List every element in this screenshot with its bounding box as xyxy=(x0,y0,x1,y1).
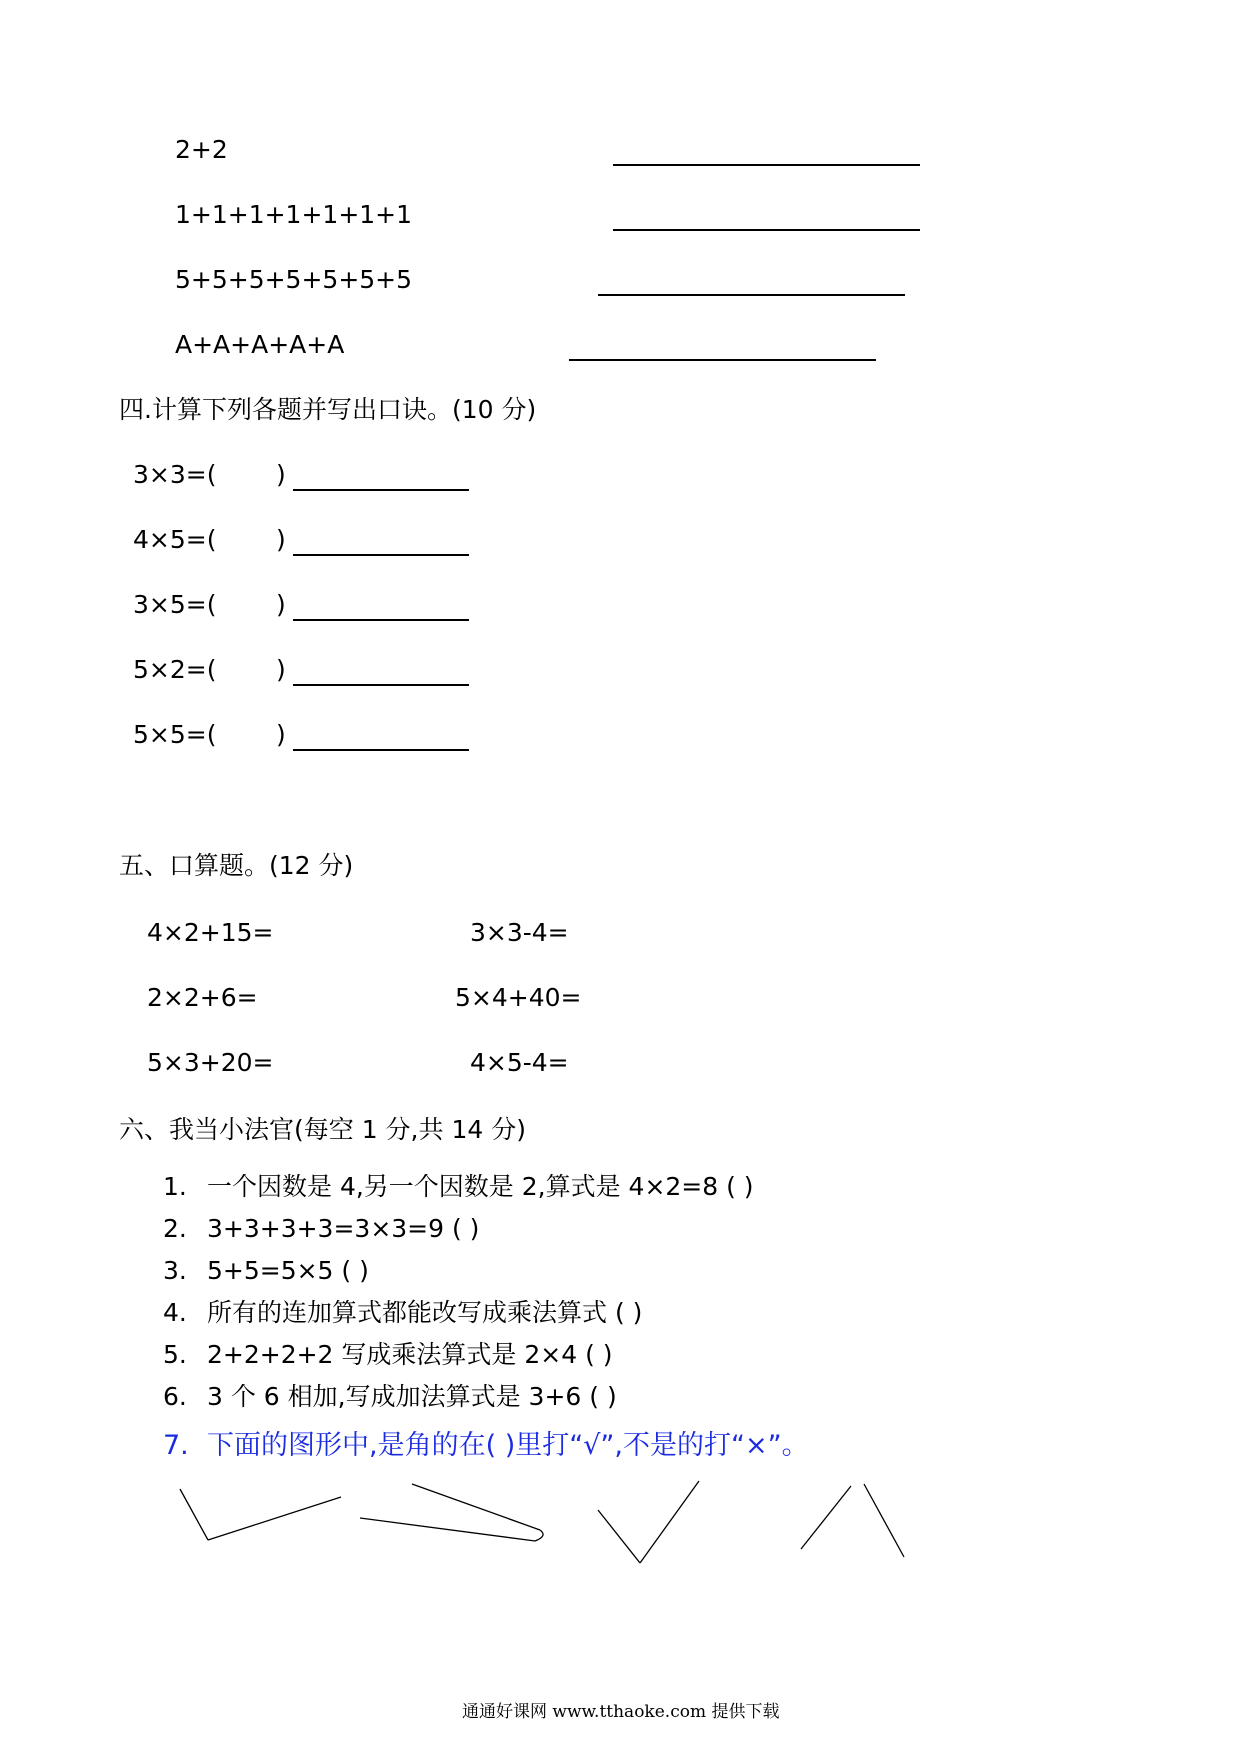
s6-num-3: 3. xyxy=(163,1256,187,1285)
angle-figure-1 xyxy=(180,1489,341,1540)
s6-num-2: 2. xyxy=(163,1214,187,1243)
s5-right-3: 4×5-4= xyxy=(470,1048,569,1077)
s6-text-1: 一个因数是 4,另一个因数是 2,算式是 4×2=8 ( ) xyxy=(207,1172,754,1201)
s4-close-3: ) xyxy=(276,590,286,619)
s4-eq-4: 5×2=( xyxy=(133,655,217,684)
s5-right-1: 3×3-4= xyxy=(470,918,569,947)
s4-close-2: ) xyxy=(276,525,286,554)
s6-num-7: 7. xyxy=(163,1430,189,1461)
angle-figure-2 xyxy=(360,1484,543,1541)
s6-text-7: 下面的图形中,是角的在( )里打“√”,不是的打“×”。 xyxy=(207,1430,809,1461)
angle-figure-3 xyxy=(598,1481,699,1563)
section4-heading: 四.计算下列各题并写出口诀。(10 分) xyxy=(119,395,537,424)
footer-source: 通通好课网 www.tthaoke.com 提供下载 xyxy=(462,1702,780,1722)
s6-num-5: 5. xyxy=(163,1340,187,1369)
s4-close-5: ) xyxy=(276,720,286,749)
angle-figure-4 xyxy=(801,1484,904,1557)
s5-right-2: 5×4+40= xyxy=(455,983,582,1012)
expr-1: 2+2 xyxy=(175,135,228,164)
s6-text-4: 所有的连加算式都能改写成乘法算式 ( ) xyxy=(207,1298,643,1327)
s4-eq-1: 3×3=( xyxy=(133,460,217,489)
s4-eq-2: 4×5=( xyxy=(133,525,217,554)
s6-num-6: 6. xyxy=(163,1382,187,1411)
s6-num-1: 1. xyxy=(163,1172,187,1201)
s6-num-4: 4. xyxy=(163,1298,187,1327)
s5-left-3: 5×3+20= xyxy=(147,1048,274,1077)
expr-3: 5+5+5+5+5+5+5 xyxy=(175,265,413,294)
s4-eq-3: 3×5=( xyxy=(133,590,217,619)
s5-left-1: 4×2+15= xyxy=(147,918,274,947)
expr-4: A+A+A+A+A xyxy=(175,330,345,359)
s4-close-4: ) xyxy=(276,655,286,684)
section5-heading: 五、口算题。(12 分) xyxy=(119,851,354,880)
s5-left-2: 2×2+6= xyxy=(147,983,258,1012)
s6-text-3: 5+5=5×5 ( ) xyxy=(207,1256,369,1285)
s6-text-5: 2+2+2+2 写成乘法算式是 2×4 ( ) xyxy=(207,1340,613,1369)
section6-heading: 六、我当小法官(每空 1 分,共 14 分) xyxy=(119,1115,526,1144)
expr-2: 1+1+1+1+1+1+1 xyxy=(175,200,413,229)
s6-text-2: 3+3+3+3=3×3=9 ( ) xyxy=(207,1214,480,1243)
s4-eq-5: 5×5=( xyxy=(133,720,217,749)
s4-close-1: ) xyxy=(276,460,286,489)
s6-text-6: 3 个 6 相加,写成加法算式是 3+6 ( ) xyxy=(207,1382,617,1411)
